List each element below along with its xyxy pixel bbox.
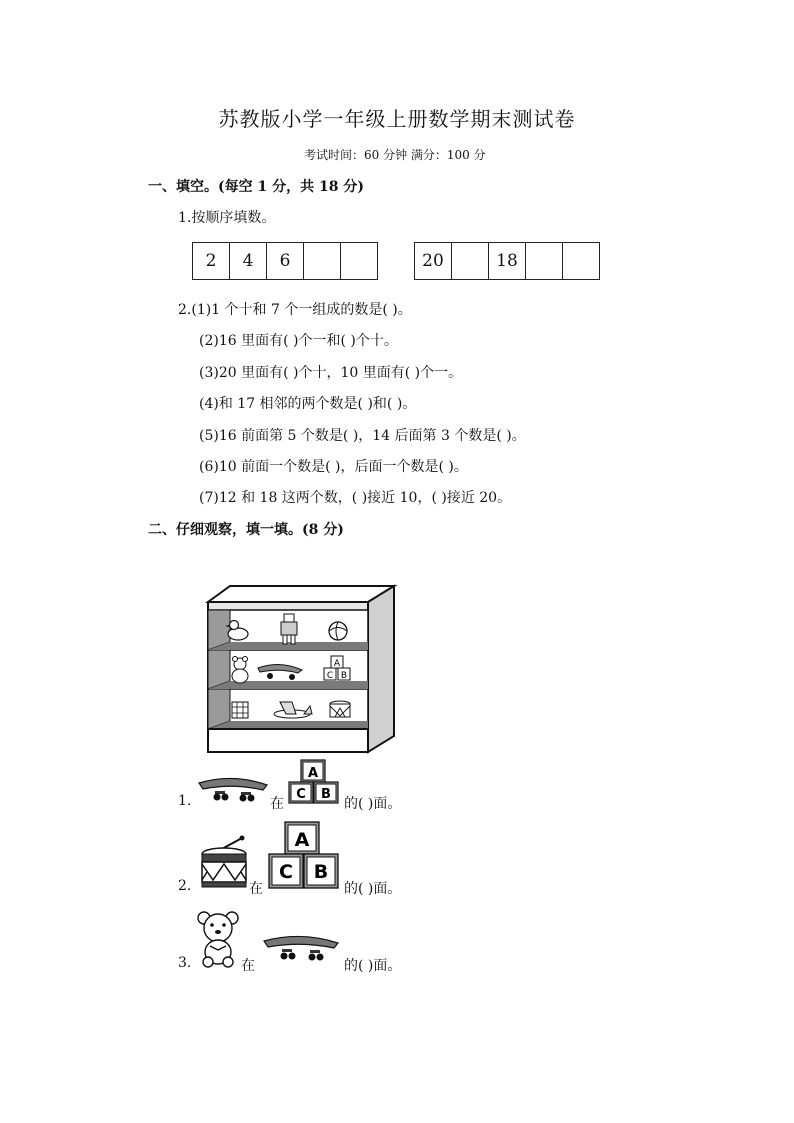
skateboard-icon xyxy=(262,933,340,963)
page-title: 苏教版小学一年级上册数学期末测试卷 xyxy=(218,107,576,131)
seq-b-cell[interactable] xyxy=(526,243,563,279)
s2-q-number: 3. xyxy=(178,955,192,971)
seq-a-cell: 2 xyxy=(193,243,230,279)
block-letter: C xyxy=(326,671,334,681)
toy-shelf-illustration xyxy=(200,580,400,760)
block-letter: A xyxy=(307,766,319,781)
sequence-boxes-a xyxy=(192,242,378,280)
drum-icon xyxy=(330,701,350,717)
drum-icon xyxy=(198,836,250,890)
seq-a-cell: 4 xyxy=(230,243,267,279)
seq-a-cell[interactable] xyxy=(341,243,377,279)
q2-item: 2.(1)1 个十和 7 个一组成的数是( )。 xyxy=(178,302,412,318)
s2-connector: 在 xyxy=(249,881,263,897)
q2-item: (2)16 里面有( )个一和( )个十。 xyxy=(199,333,398,349)
s2-answer-blank[interactable]: 的( )面。 xyxy=(344,796,402,812)
q2-item: (3)20 里面有( )个十，10 里面有( )个一。 xyxy=(199,365,463,381)
block-letter: B xyxy=(340,671,348,681)
seq-a-cell: 6 xyxy=(267,243,304,279)
s2-connector: 在 xyxy=(270,796,284,812)
sequence-boxes-b xyxy=(414,242,600,280)
section1-heading: 一、填空。(每空 1 分，共 18 分) xyxy=(148,179,364,195)
skateboard-icon xyxy=(197,775,269,803)
teddy-bear-icon xyxy=(196,910,240,968)
ball-icon xyxy=(329,622,347,640)
exam-info: 考试时间：60 分钟 满分：100 分 xyxy=(304,148,486,162)
q2-item: (7)12 和 18 这两个数，( )接近 10，( )接近 20。 xyxy=(199,490,512,506)
seq-b-cell[interactable] xyxy=(452,243,489,279)
s2-q-number: 2. xyxy=(178,878,192,894)
section2-heading: 二、仔细观察，填一填。(8 分) xyxy=(148,522,344,538)
s2-connector: 在 xyxy=(241,958,255,974)
s2-answer-blank[interactable]: 的( )面。 xyxy=(344,881,402,897)
block-letter: B xyxy=(313,861,329,883)
q2-item: (6)10 前面一个数是( )，后面一个数是( )。 xyxy=(199,459,468,475)
block-letter: C xyxy=(279,861,293,883)
block-letter: C xyxy=(296,787,306,802)
s2-answer-blank[interactable]: 的( )面。 xyxy=(344,958,402,974)
letter-blocks-icon xyxy=(288,758,340,804)
q2-item: (4)和 17 相邻的两个数是( )和( )。 xyxy=(199,396,417,412)
letter-blocks-icon xyxy=(267,820,341,890)
q2-item: (5)16 前面第 5 个数是( )，14 后面第 3 个数是( )。 xyxy=(199,428,526,444)
seq-b-cell[interactable] xyxy=(563,243,599,279)
block-letter: B xyxy=(321,787,331,802)
s2-q-number: 1. xyxy=(178,793,192,809)
seq-b-cell: 20 xyxy=(415,243,452,279)
block-letter: A xyxy=(333,659,341,669)
seq-b-cell: 18 xyxy=(489,243,526,279)
q1-label: 1.按顺序填数。 xyxy=(178,210,276,226)
seq-a-cell[interactable] xyxy=(304,243,341,279)
rubiks-cube-icon xyxy=(232,702,248,718)
block-letter: A xyxy=(294,829,310,851)
